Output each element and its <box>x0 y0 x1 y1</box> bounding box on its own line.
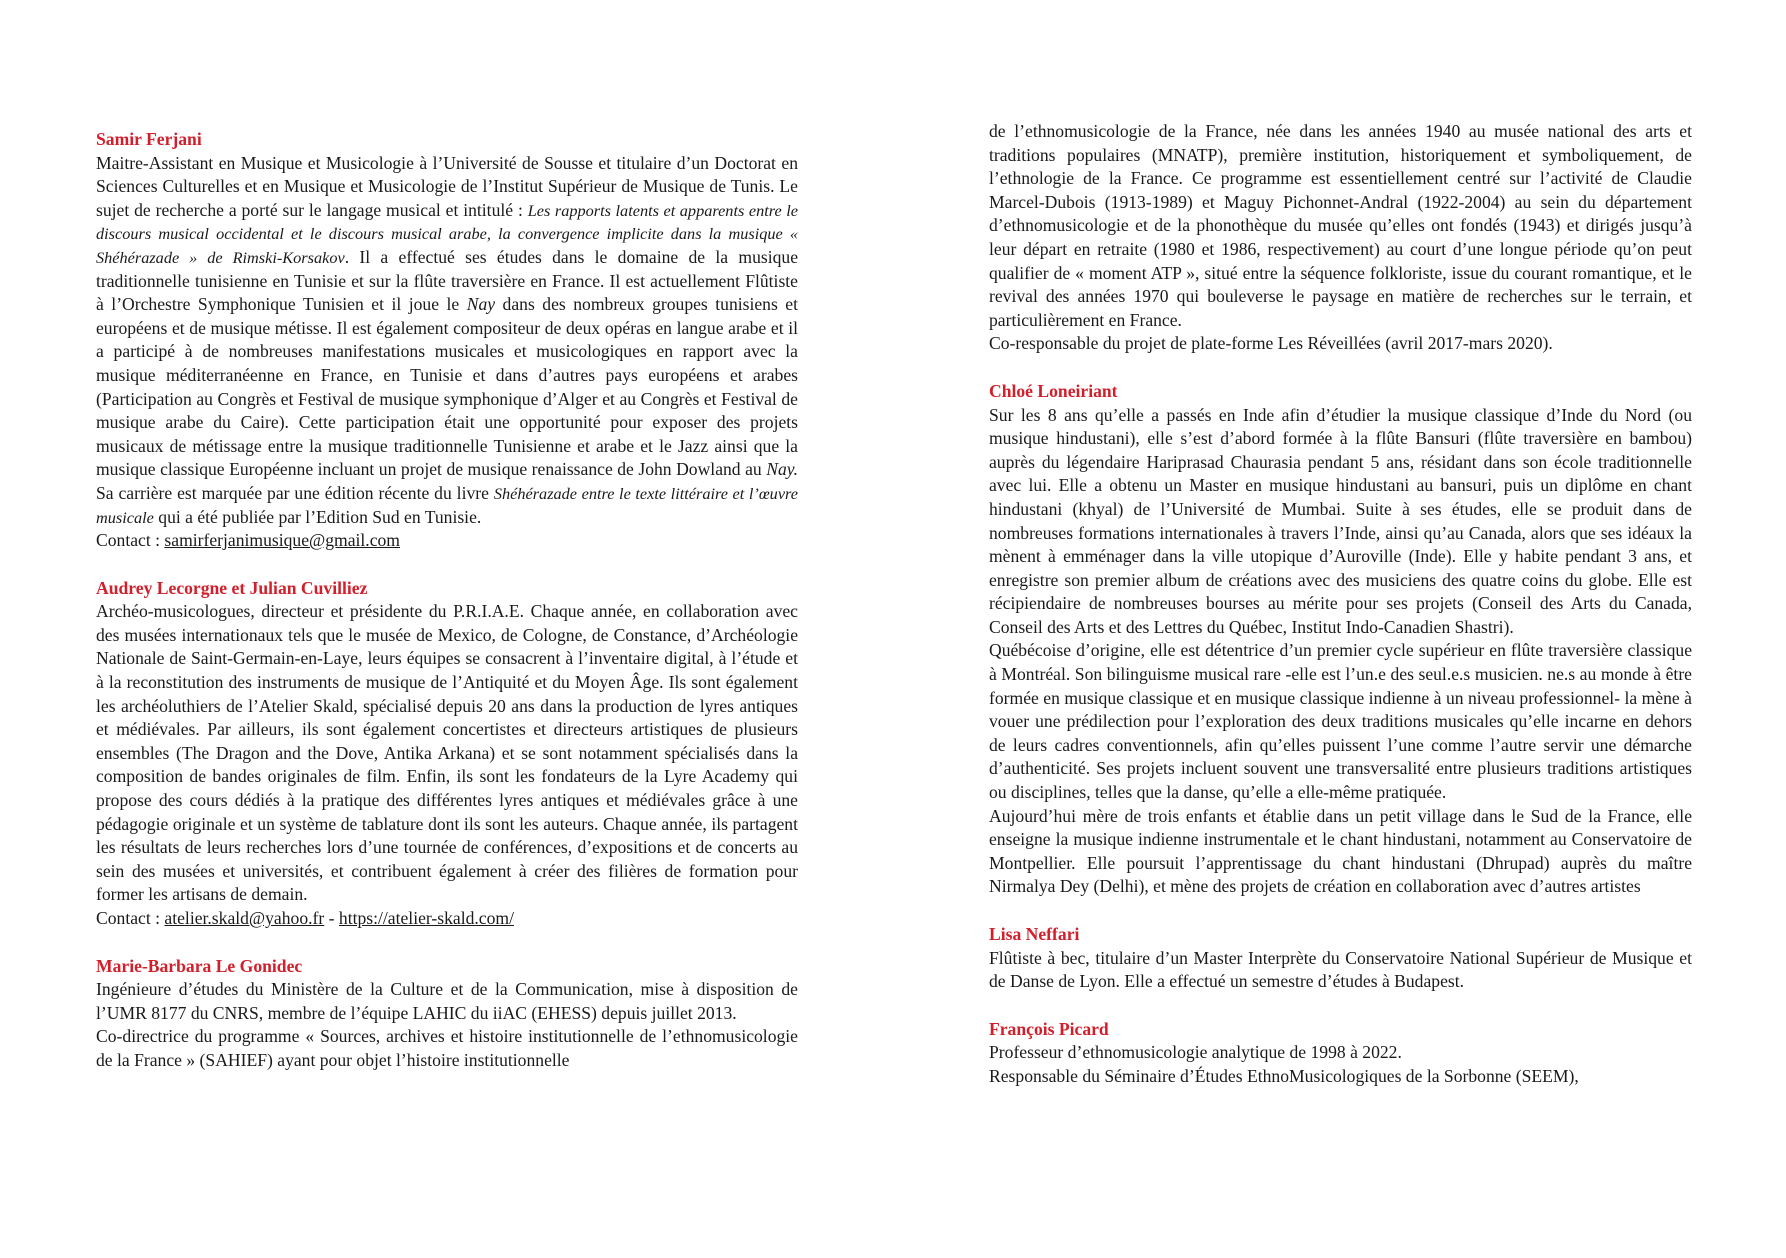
left-column <box>96 128 798 1097</box>
email-link[interactable]: samirferjanimusique@gmail.com <box>164 530 400 551</box>
bio-samir-ferjani <box>96 128 798 553</box>
instrument-name: Nay. <box>766 459 798 480</box>
bio-text: Aujourd’hui mère de trois enfants et établie dans un petit village dans le Sud de la France, elle enseigne la musique indienne instrumentale et le chant hindustani, notamment au Conservatoire de Montpellier. Elle poursuit l’apprentissage du chant hindustani (Dhrupad) auprès du maître Nirmalya Dey (Delhi), et mène des projets de création en collaboration avec d’autres artistes <box>989 805 1692 897</box>
bio-chloe-loneiriant <box>989 380 1692 899</box>
contact-line <box>96 907 798 931</box>
bio-text: Co-directrice du programme « Sources, archives et histoire institutionnelle de l’ethnomusicologie de la France » (SAHIEF) ayant pour objet l’histoire institutionnelle <box>96 1026 798 1070</box>
separator: - <box>324 908 339 928</box>
bio-text-part: Sa carrière est marquée par une édition récente du livre <box>96 482 494 503</box>
website-link[interactable]: https://atelier-skald.com/ <box>338 908 514 928</box>
bio-text-part: qui a été publiée par l’Edition Sud en Tunisie. <box>153 506 482 527</box>
bio-text-part: . Il a effectué ses études dans le domaine de la musique traditionnelle tunisienne en Tunisie et sur la flûte traversière en France. Il est actuellement Flûtiste à l’Orchestre Symphonique Tunisien et il joue le <box>96 246 798 315</box>
bio-text: Professeur d’ethnomusicologie analytique de 1998 à 2022. <box>989 1042 1402 1063</box>
instrument-name: Nay <box>466 294 496 315</box>
contact-label: Contact : <box>96 530 165 551</box>
contact-label: Contact : <box>96 908 165 928</box>
bio-name: Audrey Lecorgne et Julian Cuvilliez <box>96 577 368 598</box>
bio-name: Samir Ferjani <box>96 129 202 149</box>
bio-text: de l’ethnomusicologie de la France, née dans les années 1940 au musée national des arts et traditions populaires (MNATP), première institution, historiquement et symboliquement, de l’ethnologie de la France. Ce programme est essentiellement centré sur l’activité de Claudie Marcel-Dubois (1913-1989) et Maguy Pichonnet-Andral (1922-2004) au sein du département d’ethnomusicologie et de la phonothèque du musée qu’elles ont fondés (1943) et dirigés jusqu’à leur départ en retraite (1980 et 1986, respectivement) au court d’une longue période qu’on peut qualifier de « moment ATP », situé entre la séquence folkloriste, issue du courant romantique, et le revival des années 1970 qui bouleverse le paysage en matière de recherches sur le terrain, et particulièrement en France. <box>989 121 1692 330</box>
thesis-title: Les rapports latents et apparents entre le discours musical occidental et le discours musical arabe, la convergence implicite dans la musique « Shéhérazade » de Rimski-Korsakov <box>96 200 798 267</box>
email-link[interactable]: atelier.skald@yahoo.fr <box>164 908 325 928</box>
bio-audrey-julian <box>96 577 798 931</box>
bio-marie-barbara-continued <box>989 120 1692 356</box>
bio-marie-barbara <box>96 955 798 1073</box>
bio-name: Chloé Loneiriant <box>989 380 1118 401</box>
bio-text: Flûtiste à bec, titulaire d’un Master Interprète du Conservatoire National Supérieur de Musique et de Danse de Lyon. Elle a effectué un semestre d’études à Budapest. <box>989 947 1692 992</box>
bio-name: Marie-Barbara Le Gonidec <box>96 955 303 976</box>
bio-text: Ingénieure d’études du Ministère de la Culture et de la Communication, mise à disposition de l’UMR 8177 du CNRS, membre de l’équipe LAHIC du iiAC (EHESS) depuis juillet 2013. <box>96 979 798 1023</box>
contact-line <box>96 529 798 553</box>
bio-text: Québécoise d’origine, elle est détentrice d’un premier cycle supérieur en flûte traversière classique à Montréal. Son bilinguisme musical rare -elle est l’un.e des seul.e.s musicien. ne.s au monde à être formée en musique classique et en musique classique indienne à un niveau professionnel- la mène à vouer une prédilection pour l’exploration des deux traditions musicales qu’elle incarne en dehors de leurs cadres conventionnels, afin qu’elles puissent l’une comme l’autre servir une démarche d’authenticité. Ses projets incluent souvent une transversalité entre plusieurs traditions artistiques ou disciplines, telles que la danse, qu’elle a elle-même pratiquée. <box>989 640 1692 803</box>
bio-francois-picard <box>989 1018 1692 1089</box>
bio-text-part: Maitre-Assistant en Musique et Musicologie à l’Université de Sousse et titulaire d’un Doctorat en Sciences Culturelles et en Musique et Musicologie de l’Institut Supérieur de Musique de Tunis. Le sujet de recherche a porté sur le langage musical et intitulé : <box>96 152 798 220</box>
bio-text <box>96 152 798 530</box>
bio-text-part: dans des nombreux groupes tunisiens et européens et de musique métisse. Il est également compositeur de deux opéras en langue arabe et il a participé à de nombreuses manifestations musicales et musicologiques en rapport avec la musique méditerranéenne en France, en Tunisie et dans d’autres pays européens et arabes (Participation au Congrès et Festival de musique symphonique d’Alger et au Congrès et Festival de musique arabe du Caire). Cette participation était une opportunité pour exposer des projets musicaux de métissage entre la musique traditionnelle Tunisienne et arabe et le Jazz ainsi que la musique classique Européenne incluant un projet de musique renaissance de John Dowland au <box>96 294 799 480</box>
bio-text: Archéo-musicologues, directeur et présidente du P.R.I.A.E. Chaque année, en collaboration avec des musées internationaux tels que le musée de Mexico, de Cologne, de Constance, d’Archéologie Nationale de Saint-Germain-en-Laye, leurs équipes se consacrent à l’inventaire digital, à l’étude et à la reconstitution des instruments de musique de l’Antiquité et du Moyen Âge. Ils sont également les archéoluthiers de l’Atelier Skald, spécialisé depuis 20 ans dans la production de lyres antiques et médiévales. Par ailleurs, ils sont également concertistes et directeurs artistiques de plusieurs ensembles (The Dragon and the Dove, Antika Arkana) et se sont notamment spécialisés dans la composition de bandes originales de film. Enfin, ils sont les fondateurs de la Lyre Academy qui propose des cours dédiés à la pratique des différentes lyres antiques et médiévales grâce à une pédagogie originale et un système de tablature dont ils sont les auteurs. Chaque année, ils partagent les résultats de leurs recherches lors d’une tournée de conférences, d’expositions et de concerts au sein des musées et universités, et contribuent également à créer des filières de formation pour former les artisans de demain. <box>96 601 798 905</box>
bio-text: Co-responsable du projet de plate-forme Les Réveillées (avril 2017-mars 2020). <box>989 333 1553 354</box>
bio-text: Sur les 8 ans qu’elle a passés en Inde afin d’étudier la musique classique d’Inde du Nord (ou musique hindustani), elle s’est d’abord formée à la flûte Bansuri (flûte traversière en bambou) auprès du légendaire Hariprasad Chaurasia pendant 5 ans, résidant dans son école traditionnelle avec lui. Elle a obtenu un Master en musique hindustani au bansuri, puis un diplôme en chant hindustani (khyal) de l’Université de Mumbai. Suite à ses études, elle se produit dans de nombreuses formations internationales à travers l’Inde, ainsi qu’au Canada, alors que ses idéaux la mènent à emménager dans la ville utopique d’Auroville (Inde). Elle y habite pendant 3 ans, et enregistre son premier album de créations avec des musiciens des quatre coins du globe. Elle est récipiendaire de nombreuses bourses au mérite pour ses projets (Conseil des Arts du Canada, Conseil des Arts et des Lettres du Québec, Institut Indo-Canadien Shastri). <box>989 404 1692 637</box>
bio-name: François Picard <box>989 1018 1109 1039</box>
right-column <box>989 120 1692 1113</box>
bio-text: Responsable du Séminaire d’Études EthnoMusicologiques de la Sorbonne (SEEM), <box>989 1065 1579 1086</box>
bio-name: Lisa Neffari <box>989 924 1080 944</box>
book-title: Shéhérazade entre le texte littéraire et l’œuvre musicale <box>96 483 799 527</box>
bio-lisa-neffari <box>989 923 1692 994</box>
